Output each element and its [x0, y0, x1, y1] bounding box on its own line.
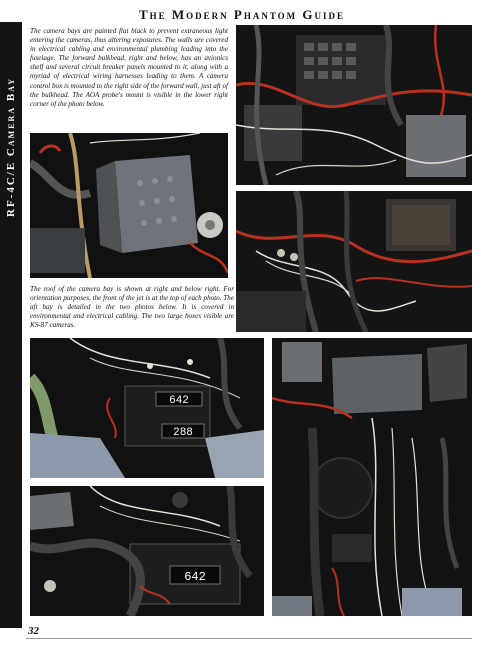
- photo-ks87-camera-lower: [30, 486, 264, 616]
- page-number: 32: [28, 625, 39, 637]
- footer-rule: [26, 638, 472, 639]
- frame-counter-lower: 288: [173, 427, 193, 439]
- photo-ks87-camera-upper: [30, 338, 264, 478]
- frame-counter-upper: 642: [169, 395, 189, 407]
- photo-camera-control-box: [30, 133, 228, 278]
- section-tab: [0, 22, 22, 628]
- caption-roof-aft-bay: The roof of the camera bay is shown at right and below right. For orientation purposes, the front of the jet is at the top of each photo. The aft bay is detailed in the two photos below. It is covered in environmental and electrical cabling. The two large boxes visible are KS-87 cameras.: [30, 285, 234, 330]
- photo-bay-roof: [272, 338, 472, 616]
- photo-bay-wiring: [236, 191, 472, 332]
- photo-forward-bulkhead: [236, 25, 472, 185]
- frame-counter-camera-2: 642: [184, 570, 206, 584]
- caption-forward-bay: The camera bays are painted flat black to prevent extraneous light entering the cameras, thus altering exposures. The walls are covered in electrical cabling and environmental plumbing leading into the fuselage. The forward bulkhead, right and below, has an avionics shelf and several circuit breaker panels mounted to it, along with a myriad of electrical wiring harnesses leading to them. A camera control box is mounted to the right side of the forward wall, just aft of the bulkhead. The AOA probe's mount is visible in the lower right corner of the photo below.: [30, 27, 228, 108]
- section-label: RF-4C/E Camera Bay: [5, 77, 17, 217]
- page-title: The Modern Phantom Guide: [138, 7, 346, 22]
